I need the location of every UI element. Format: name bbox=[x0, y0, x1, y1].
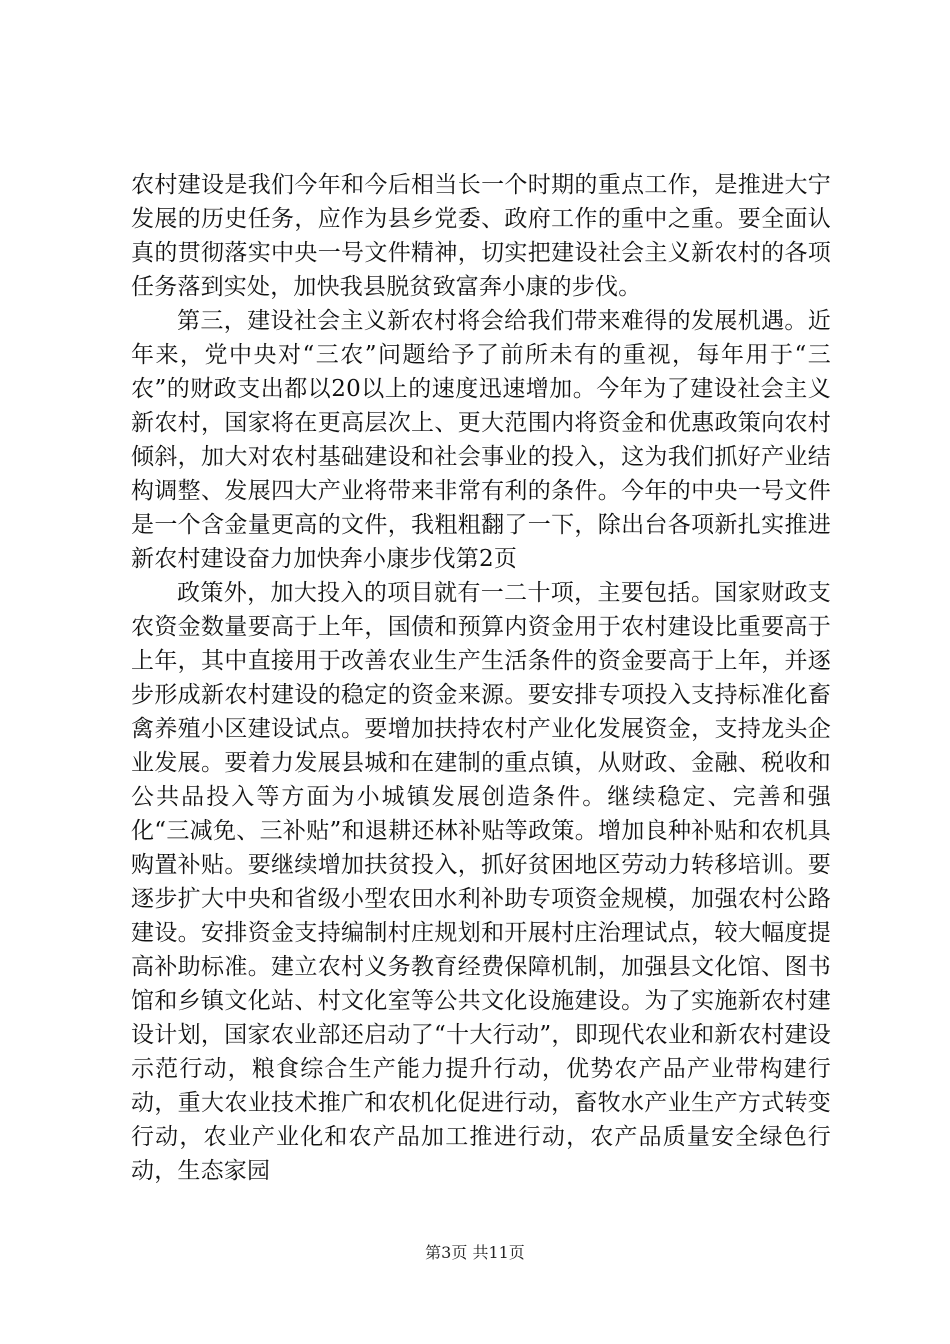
document-body bbox=[131, 168, 831, 1188]
paragraph-2: 第三，建设社会主义新农村将会给我们带来难得的发展机遇。近年来，党中央对“三农”问题给予了前所未有的重视，每年用于“三农”的财政支出都以20以上的速度迅速增加。今年为了建设社会主义新农村，国家将在更高层次上、更大范围内将资金和优惠政策向农村倾斜，加大对农村基础建设和社会事业的投入，这为我们抓好产业结构调整、发展四大产业将带来非常有利的条件。今年的中央一号文件是一个含金量更高的文件，我粗粗翻了一下，除出台各项新扎实推进新农村建设奋力加快奔小康步伐第2页 bbox=[131, 308, 831, 572]
page-footer: 第3页 共11页 bbox=[425, 1243, 525, 1262]
paragraph-1: 农村建设是我们今年和今后相当长一个时期的重点工作，是推进大宁发展的历史任务，应作为县乡党委、政府工作的重中之重。要全面认真的贯彻落实中央一号文件精神，切实把建设社会主义新农村的各项任务落到实处，加快我县脱贫致富奔小康的步伐。 bbox=[131, 172, 831, 300]
paragraph-3: 政策外，加大投入的项目就有一二十项，主要包括。国家财政支农资金数量要高于上年，国债和预算内资金用于农村建设比重要高于上年，其中直接用于改善农业生产生活条件的资金要高于上年，并逐步形成新农村建设的稳定的资金来源。要安排专项投入支持标准化畜禽养殖小区建设试点。要增加扶持农村产业化发展资金，支持龙头企业发展。要着力发展县城和在建制的重点镇，从财政、金融、税收和公共品投入等方面为小城镇发展创造条件。继续稳定、完善和强化“三减免、三补贴”和退耕还林补贴等政策。增加良种补贴和农机具购置补贴。要继续增加扶贫投入，抓好贫困地区劳动力转移培训。要逐步扩大中央和省级小型农田水利补助专项资金规模，加强农村公路建设。安排资金支持编制村庄规划和开展村庄治理试点，较大幅度提高补助标准。建立农村义务教育经费保障机制，加强县文化馆、图书馆和乡镇文化站、村文化室等公共文化设施建设。为了实施新农村建设计划，国家农业部还启动了“十大行动”，即现代农业和新农村建设示范行动，粮食综合生产能力提升行动，优势农产品产业带构建行动，重大农业技术推广和农机化促进行动，畜牧水产业生产方式转变行动，农业产业化和农产品加工推进行动，农产品质量安全绿色行动，生态家园 bbox=[131, 580, 831, 1184]
